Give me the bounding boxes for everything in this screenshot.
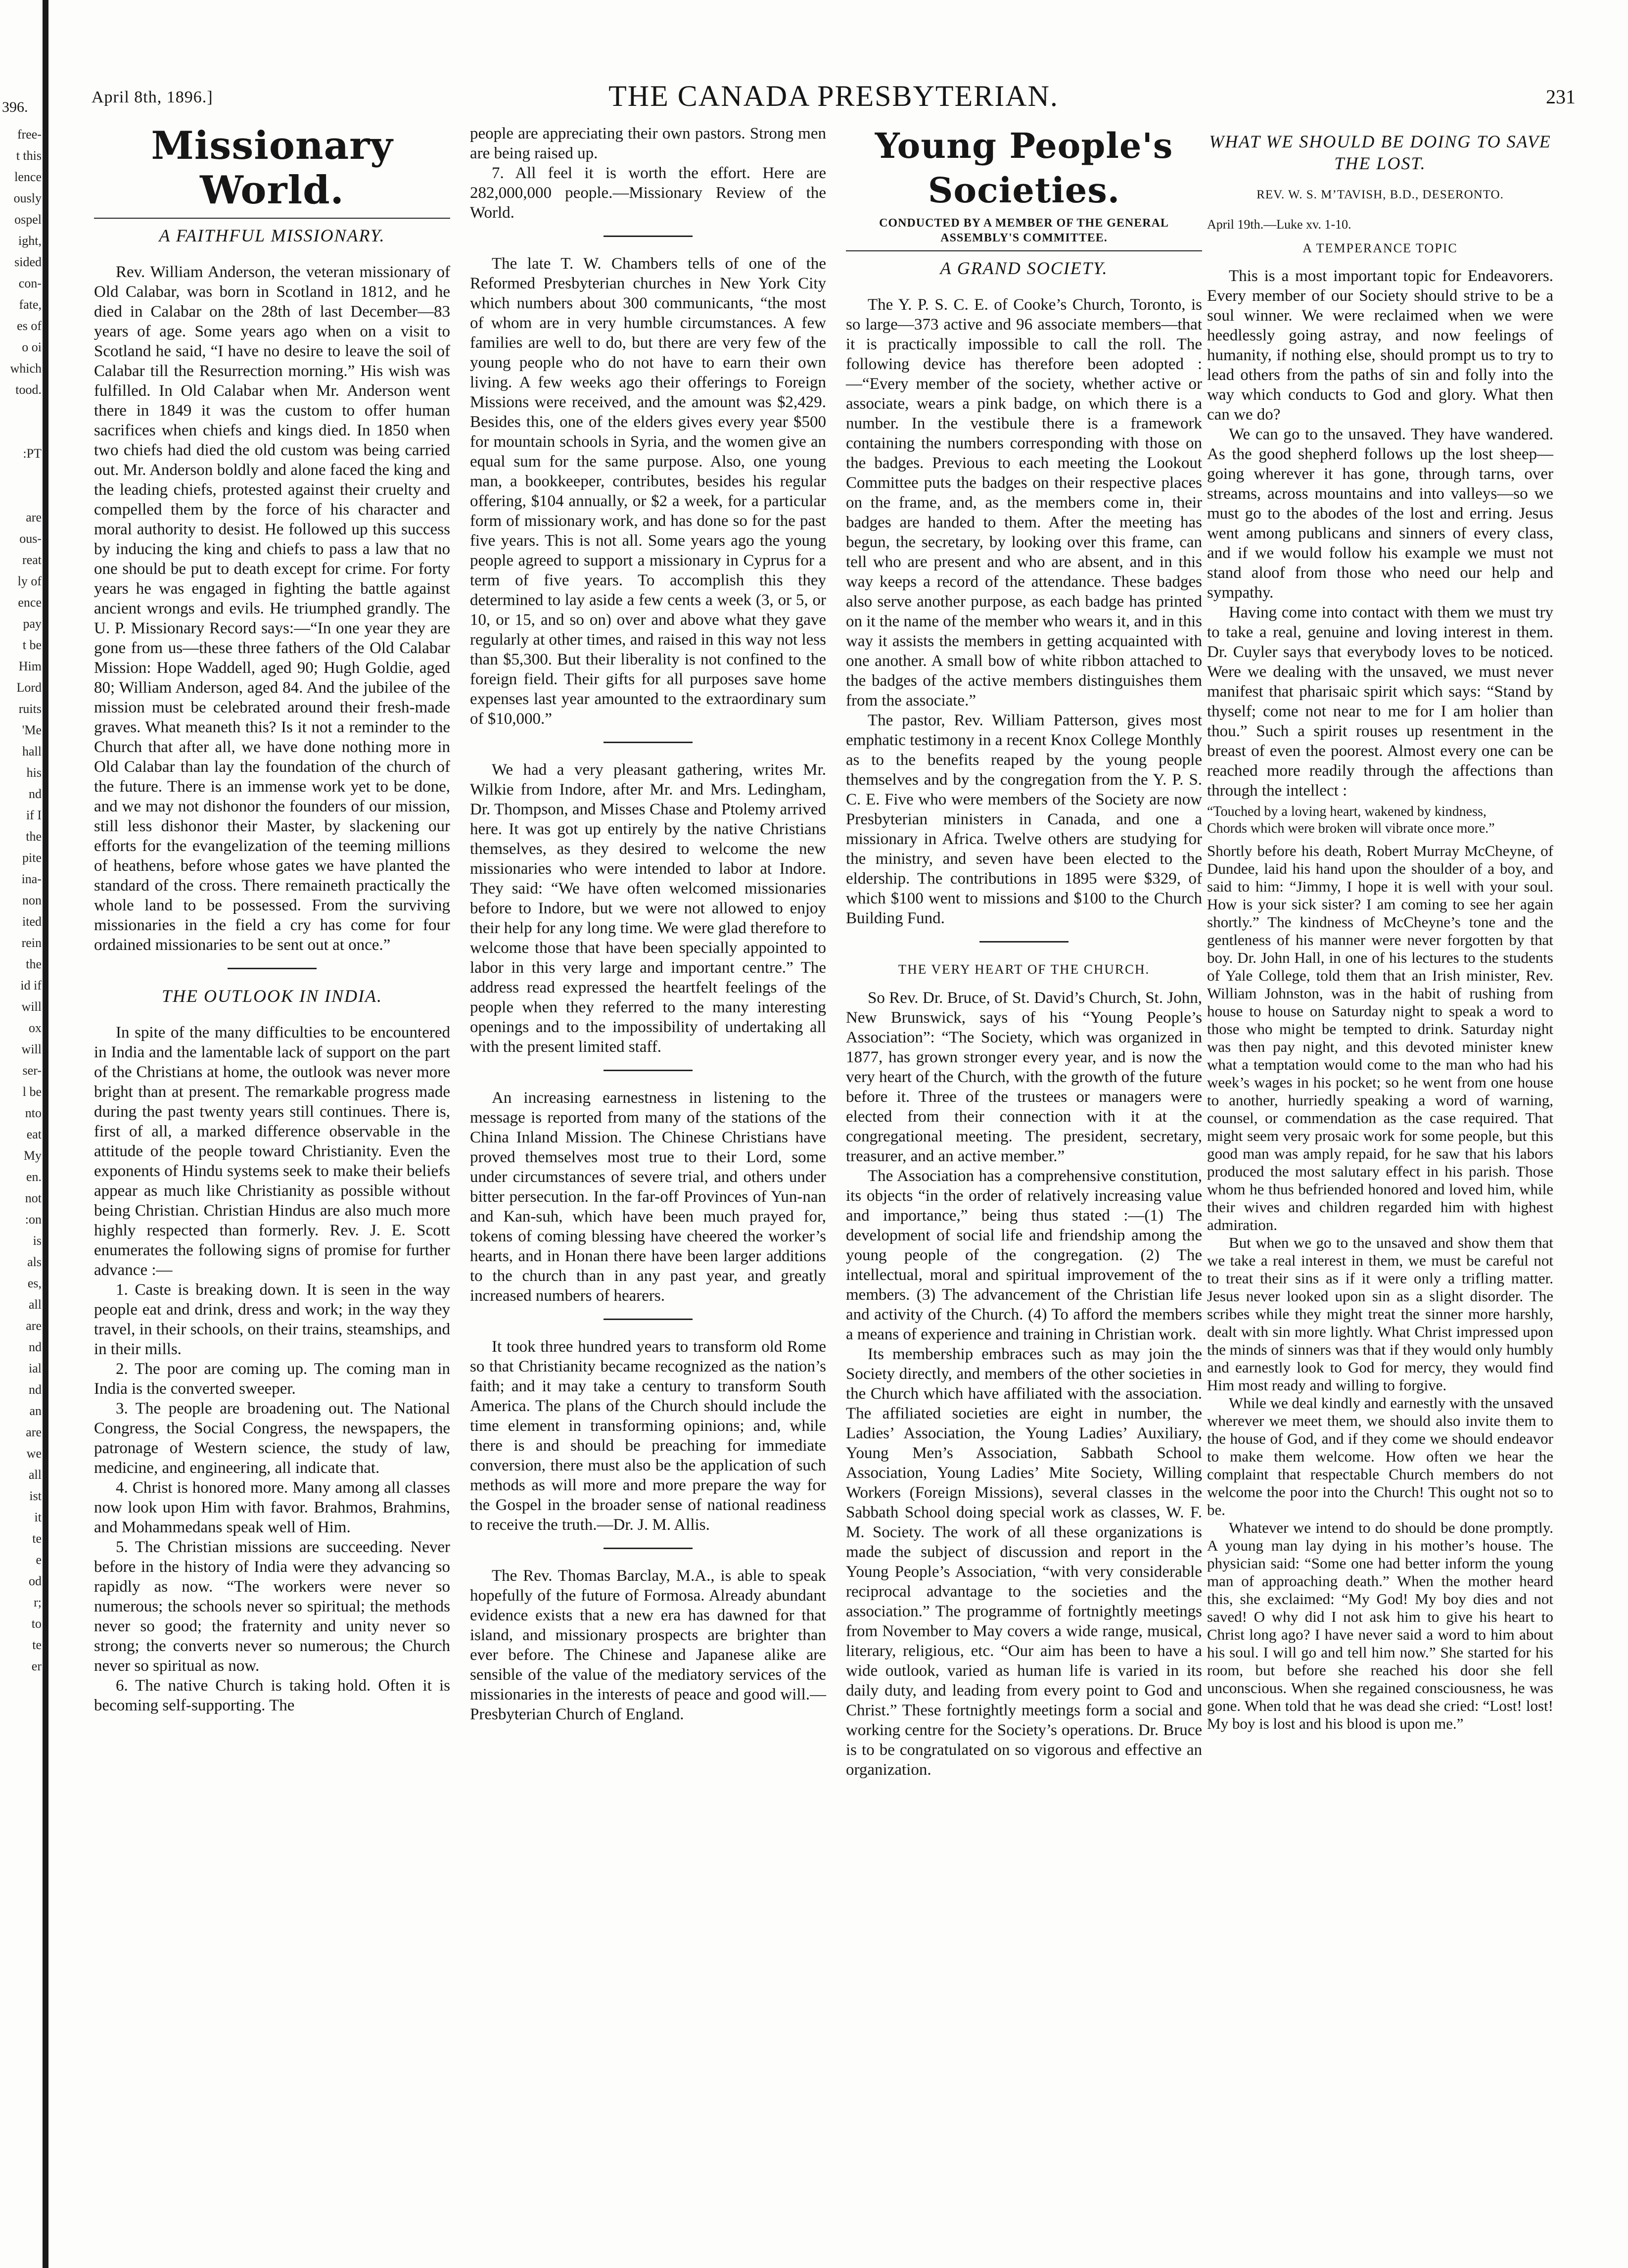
paragraph: So Rev. Dr. Bruce, of St. David’s Church, St. John, New Brunswick, says of his “Young People’s Association”: “The Society, which was organized in 1877, has grown stronger every year, and is now the very heart of the Church, with the growth of the future before it. Three of the trustees or managers were elected from their connection with it at the congregational meeting. The president, secretary, treasurer, and an active member.” [846,989,1202,1165]
article-title: THE VERY HEART OF THE CHURCH. [898,962,1150,977]
section-subhead: CONDUCTED BY A MEMBER OF THE GENERAL ASSEMBLY'S COMMITTEE. [879,217,1169,244]
divider [604,1548,693,1549]
poem-line: Chords which were broken will vibrate once more.” [1207,821,1495,836]
article-title: A GRAND SOCIETY. [940,258,1108,278]
paragraph: Its membership embraces such as may join the Society directly, and members of the other societies in the Church which have affiliated with the association. The affiliated societies are eight in number, the Ladies’ Association, the Young Ladies’ Auxiliary, Young Men’s Association, Sabbath School Association, Young Ladies’ Mite Society, Willing Workers (Foreign Missions), several classes in the Sabbath School doing special work as classes, W. F. M. Society. The work of all these organizations is made the subject of discussion and report in the Young People’s Association, “with very considerable reciprocal advantage to the societies and the association.” The programme of fortnightly meetings from November to May covers a wide range, musical, literary, religious, etc. “Our aim has been to have a wide outlook, varied as human life is varied in its daily duty, and leading from every point to God and Christ.” These fortnightly meetings form a social and working centre for the Society’s operations. Dr. Bruce is to be congratulated on so vigorous and effective an organization. [846,1345,1202,1779]
paragraph: The late T. W. Chambers tells of one of the Reformed Presbyterian churches in New York City which numbers about 300 communicants, “the most of whom are in very humble circumstances. A few families are well to do, but there are very few of the young people who do not have to earn their own living. A few weeks ago their offerings to Foreign Missions were received, and the amount was $2,429. Besides this, one of the elders gives every year $500 for mountain schools in Syria, and the women give an equal sum for the same purpose. Also, one young man, a bookkeeper, contributes, besides his regular offering, $104 annually, or $2 a week, for a particular form of missionary work, and has done so for the past five years. This is not all. Some years ago the young people agreed to support a missionary in Cyprus for a term of five years. To accomplish this they determined to lay aside a few cents a week (3, or 5, or 10, or 15, and so on) over and above what they gave regularly at other times, and raised in this way not less than $5,300. But their liberality is not confined to the foreign field. Their gifts for all purposes save home expenses last year amounted to the extraordinary sum of $10,000.” [470,255,826,728]
issue-date: April 8th, 1896.] [92,88,213,106]
article-title: A FAITHFUL MISSIONARY. [159,226,385,245]
divider [604,1319,693,1320]
list-item: 6. The native Church is taking hold. Often it is becoming self-supporting. The [94,1677,450,1714]
paragraph: The Y. P. S. C. E. of Cooke’s Church, Toronto, is so large—373 active and 96 associate members—that it is practically impossible to call the roll. The following device has therefore been adopted :—“Every member of the society, whether active or associate, wears a pink badge, on which there is a number. In the vestibule there is a framework containing the numbers corresponding with those on the badges. Previous to each meeting the Lookout Committee puts the badges on their respective places on the frame, and, as the members come in, their badges are handed to them. After the meeting has begun, the secretary, by looking over this frame, can tell who are present and who are absent, and in this way keeps a record of the attendance. These badges also serve another purpose, as each badge has printed on it the name of the member who wears it, and in this way it assists the members in getting acquainted with one another. A small bow of white ribbon attached to the badges of the active members distinguishes them from the associate.” [846,296,1202,709]
column-young-peoples-societies [846,124,1202,1780]
paragraph: The pastor, Rev. William Patterson, gives most emphatic testimony in a recent Knox College Monthly as to the benefits reaped by the young people themselves and by the congregation from the Y. P. S. C. E. Five who were members of the Society are now Presbyterian ministers in Canada, and one a missionary in Africa. Twelve others are studying for the ministry, and seven have been elected to the eldership. The contributions in 1895 were $329, of which $100 went to missions and $100 to the Church Building Fund. [846,711,1202,927]
list-item: 4. Christ is honored more. Many among all classes now look upon Him with favor. Brahmos, Brahmins, and Mohammedans speak well of Him. [94,1479,450,1536]
paragraph: Having come into contact with them we must try to take a real, genuine and loving interest in them. Dr. Cuyler says that everybody loves to be noticed. Were we dealing with the unsaved, we must never manifest that pharisaic spirit which says: “Stand by thyself; come not near to me for I am holier than thou.” Such a spirit rouses up resentment in the breast of even the poorest. Almost every one can be reached more readily through the affections than through the intellect : [1207,604,1553,800]
paragraph: Whatever we intend to do should be done promptly. A young man lay dying in his mother’s house. The physician said: “Some one had better inform the young man of approaching death.” When the mother heard this, she exclaimed: “My God! My boy dies and not saved! O why did I not ask him to give his heart to Christ long ago? I have never said a word to him about his soul. I will go and tell him now.” She started for his room, but before she reached his door she fell unconscious. When she regained consciousness, he was gone. When told that he was dead she cried: “Lost! lost! My boy is lost and his blood is upon me.” [1207,1519,1553,1732]
dense-text-block [1207,842,1553,1733]
paragraph: This is a most important topic for Endeavorers. Every member of our Society should strive to be a soul winner. We were reclaimed when we were heedlessly going astray, and now feelings of humanity, if nothing else, should prompt us to try to lead others from the paths of sin and folly into the way which conducts to God and glory. What then can we do? [1207,267,1553,424]
section-masthead: Young People's Societies. [875,125,1173,211]
poem-quote [1207,803,1553,837]
byline: REV. W. S. M’TAVISH, B.D., DESERONTO. [1256,188,1504,201]
article-body: Rev. William Anderson, the veteran missionary of Old Calabar, was born in Scotland in 1812, and he died in Calabar on the 28th of last December—83 years of age. Some years ago when on a visit to Scotland he said, “I have no desire to leave the soil of Calabar till the Resurrection morning.” His wish was fulfilled. In Old Calabar when Mr. Anderson went there in 1849 it was the custom to offer human sacrifices when chiefs and kings died. In 1850 when two chiefs had died the old custom was being carried out. Mr. Anderson boldly and alone faced the king and the leading chiefs, protested against their cruelty and compelled them by the force of his character and moral authority to desist. He followed up this success by inducing the king and chiefs to pass a law that no one should be put to death except for crime. For forty years he was engaged in fighting the battle against ancient wrongs and evils. He triumphed grandly. The U. P. Missionary Record says:—“In one year they are gone from us—these three fathers of the Old Calabar Mission: Hope Waddell, aged 90; Hugh Goldie, aged 80; William Anderson, aged 84. And the jubilee of the mission must be celebrated around their fresh-made graves. What meaneth this? Is it not a reminder to the Church that after all, we have done nothing more in Old Calabar than lay the foundation of the church of the future. There is an immense work yet to be done, and we may not dishonor the founders of our mission, still less dishonor their Master, by slackening our efforts for the evangelization of the teeming millions of heathens, before whose gates we have planted the standard of the cross. There remaineth practically the whole land to be possessed. From the surviving missionaries in the field a cry has come for four ordained missionaries to be sent out at once.” [94,263,450,954]
paragraph: But when we go to the unsaved and show them that we take a real interest in them, we must be careful not to treat their sins as if it were only a trifling matter. Jesus never looked upon sin as a slight disorder. The scribes while they might treat the sinner more harshly, dealt with sin more lightly. What Christ impressed upon the minds of sinners was that if they would only humbly and earnestly look to God for mercy, they would find Him most ready and willing to forgive. [1207,1234,1553,1394]
divider [604,236,693,237]
paragraph: Shortly before his death, Robert Murray McCheyne, of Dundee, laid his hand upon the shoulder of a boy, and said to him: “Jimmy, I hope it is well with your soul. How is your sick sister? I am coming to see her again shortly.” The kindness of McCheyne’s tone and the gentleness of his manner were never forgotten by that boy. Dr. John Hall, in one of his lectures to the students of Yale College, told them that an Irish minister, Rev. William Johnston, was in the habit of rushing from house to house on Saturday night to speak a word to those who might be tempted to drink. Saturday night was then pay night, and this devoted minister knew what a temptation would come to the man who had his week’s wages in his pocket; so he went from one house to another, hurriedly speaking a word of warning, counsel, or commendation as the case required. That might seem very prosaic work for some people, but this good man was amply repaid, for he saw that his labors produced the most salutary effect in his parish. Those whom he thus befriended honored and loved him, while their wives and children regarded him with highest admiration. [1207,842,1553,1233]
article-title: THE OUTLOOK IN INDIA. [161,986,383,1006]
paragraph: An increasing earnestness in listening to the message is reported from many of the stations of the China Inland Mission. The Chinese Christians have proved themselves most true to their Lord, some under circumstances of severe trial, and others under bitter persecution. In the far-off Provinces of Yun-nan and Kan-suh, which have been much prayed for, tokens of coming blessing have cheered the worker’s hearts, and in Honan there have been larger additions to the church than in any past year, and greatly increased numbers of hearers. [470,1089,826,1305]
list-item: 5. The Christian missions are succeeding. Never before in the history of India were they advancing so rapidly as now. “The workers were never so numerous; the schools never so spiritual; the methods never so good; the fraternity and unity never so strong; the converts never so numerous; the Church never so spiritual as now. [94,1538,450,1675]
paragraph: We can go to the unsaved. They have wandered. As the good shepherd follows up the lost sheep—going wherever it has gone, through tarns, over streams, across mountains and into valleys—so we must go to the abodes of the lost and erring. Jesus went among publicans and sinners of every class, and if we would follow his example we must not stand aloof from those who need our help and sympathy. [1207,425,1553,602]
page-header [92,79,1576,114]
column-missionary-world [94,124,450,1715]
paragraph: The Rev. Thomas Barclay, M.A., is able to speak hopefully of the future of Formosa. Already abundant evidence exists that a new era has dawned for that island, and missionary prospects are brighter than ever before. The Chinese and Japanese alike are sensible of the value of the mediatory services of the missionaries in the interests of peace and good will.—Presbyterian Church of England. [470,1567,826,1723]
divider [846,250,1202,251]
column-temperance-topic [1207,124,1553,1733]
section-masthead: Missionary World. [151,123,393,213]
paragraph: We had a very pleasant gathering, writes Mr. Wilkie from Indore, after Mr. and Mrs. Ledingham, Dr. Thompson, and Misses Chase and Ptolemy arrived here. It was got up entirely by the native Christians themselves, as they desired to welcome the new missionaries who were intended to labor at Indore. They said: “We have often welcomed missionaries before to Indore, but we were not allowed to enjoy their help for any long time. We were glad therefore to welcome those that have been specially appointed to labor in this very large and important centre.” The address read expressed the heartfelt feelings of the people when they referred to the many interesting openings and to the impossibility of undertaking all with the present limited staff. [470,761,826,1056]
previous-page-number: 396. [2,99,28,115]
list-item: 2. The poor are coming up. The coming man in India is the converted sweeper. [94,1360,450,1398]
paragraph: While we deal kindly and earnestly with the unsaved wherever we meet them, we should also invite them to the house of God, and if they come we should endeavor to make them welcome. How often we hear the complaint that respectable Church members do not welcome the poor into the Church! This ought not so to be. [1207,1394,1553,1518]
scripture-reference: April 19th.—Luke xv. 1-10. [1207,217,1351,232]
list-item: 1. Caste is breaking down. It is seen in the way people eat and drink, dress and work; in the way they travel, in their schools, on their trains, steamships, and in their mills. [94,1281,450,1358]
paragraph: It took three hundred years to transform old Rome so that Christianity became recognized as the nation’s faith; and it may take a century to transform South America. The plans of the Church should include the time element in transforming opinions; and, while there is and should be preaching for immediate conversion, there must also be the application of such methods as will more and more prepare the way for the Gospel in the broader sense of national readiness to receive the truth.—Dr. J. M. Allis. [470,1338,826,1534]
article-title: WHAT WE SHOULD BE DOING TO SAVE THE LOST. [1209,132,1551,173]
column-missionary-notes [470,124,826,1724]
page-number: 231 [1546,86,1576,108]
divider [604,742,693,743]
list-item: 3. The people are broadening out. The National Congress, the Social Congress, the newspapers, the patronage of Western science, the study of law, medicine, and engineering, all indicate that. [94,1400,450,1477]
article-intro: In spite of the many difficulties to be encountered in India and the lamentable lack of support on the part of the Christians at home, the outlook was never more bright than at present. The remarkable progress made during the past twenty years still continues. There is, first of all, a marked difference observable in the attitude of the people toward Christianity. Even the exponents of Hindu systems seek to make their beliefs appear as much like Christianity as possible without being Christian. Christian Hindus are also much more highly respected than formerly. Rev. J. E. Scott enumerates the following signs of promise for further advance :— [94,1024,450,1279]
divider [94,218,450,219]
poem-line: “Touched by a loving heart, wakened by kindness, [1207,804,1487,819]
paragraph: 7. All feel it is worth the effort. Here are 282,000,000 people.—Missionary Review of the World. [470,164,826,222]
divider [979,941,1069,943]
paragraph: people are appreciating their own pastors. Strong men are being raised up. [470,125,826,162]
paragraph: The Association has a comprehensive constitution, its objects “in the order of relatively increasing value and importance,” being thus stated :—(1) The development of social life and friendship among the young people of the congregation. (2) The intellectual, moral and spiritual improvement of the members. (3) The advancement of the Christian life and activity of the Church. (4) To afford the members a means of experience and training in Christian work. [846,1167,1202,1343]
divider [228,968,317,969]
divider [604,1070,693,1071]
previous-page-fragments: free- t this lence ously ospel ight, sided con- fate, es of o oi which tood. :PT are ous- reat ly of ence pay t be Him Lord ruits 'Me hall his nd if I the pite ina- non ited rein the id if will ox will ser- l be nto eat My en. not :on is als es, all are nd ial nd an are we all ist it te e od r; to te er [10,127,42,1673]
topic-label: A TEMPERANCE TOPIC [1302,241,1458,255]
newspaper-title: THE CANADA PRESBYTERIAN. [608,80,1059,112]
